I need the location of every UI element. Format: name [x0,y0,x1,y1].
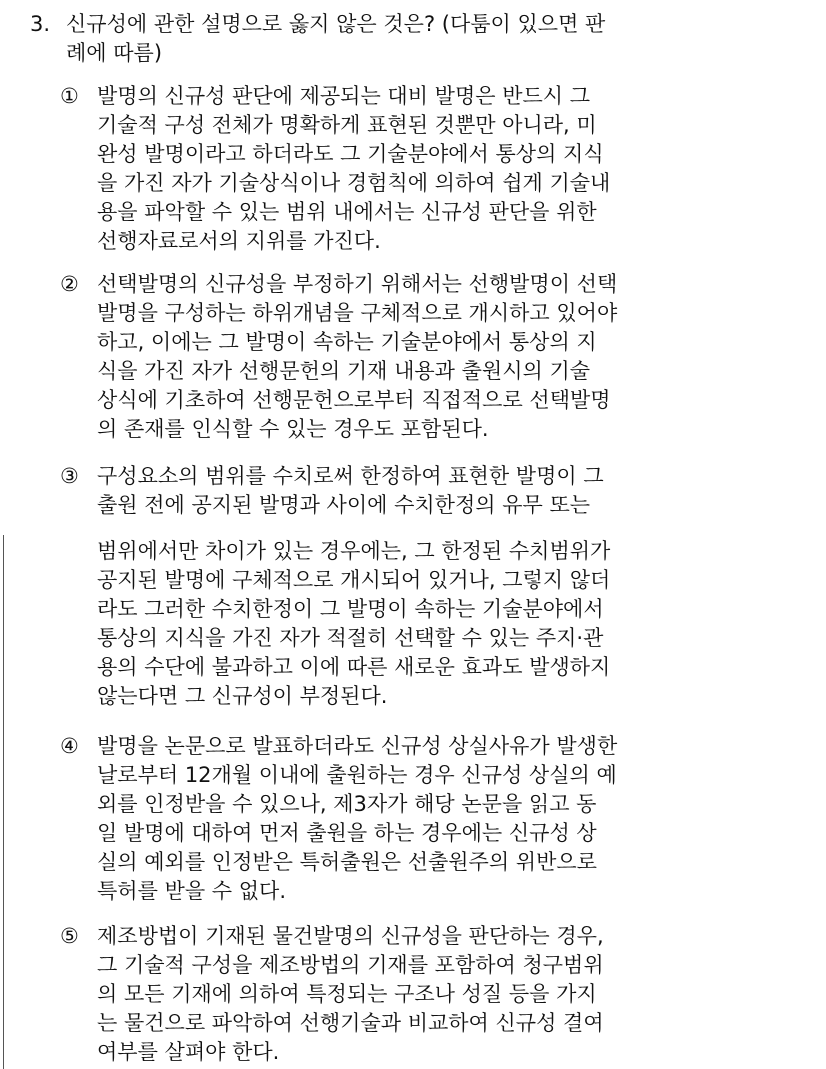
option-3[interactable] [60,462,604,520]
option-line: 않는다면 그 신규성이 부정된다. [97,684,388,708]
question-line: 신규성에 관한 설명으로 옳지 않은 것은? (다툼이 있으면 판 [66,12,606,36]
option-line: 선택발명의 신규성을 부정하기 위해서는 선행발명이 선택 [97,272,618,296]
question-number: 3. [30,12,51,36]
option-2[interactable] [60,270,617,444]
option-line: 일 발명에 대하여 먼저 출원을 하는 경우에는 신규성 상 [97,821,597,845]
question-line: 례에 따름) [66,41,163,65]
option-line: 그 기술적 구성을 제조방법의 기재를 포함하여 청구범위 [97,953,604,977]
option-line: 을 가진 자가 기술상식이나 경험칙에 의하여 쉽게 기술내 [97,171,611,195]
option-4[interactable] [60,732,617,906]
option-line: 특허를 받을 수 없다. [97,879,286,903]
option-3-continuation [60,537,610,711]
option-line: 발명을 논문으로 발표하더라도 신규성 상실사유가 발생한 [97,734,618,758]
option-line: 여부를 살펴야 한다. [97,1040,280,1064]
option-marker: ③ [60,464,79,488]
option-line: 의 모든 기재에 의하여 특정되는 구조나 성질 등을 가지 [97,982,597,1006]
option-line: 선행자료로서의 지위를 가진다. [97,229,381,253]
option-line: 용의 수단에 불과하고 이에 따른 새로운 효과도 발생하지 [97,655,611,679]
option-line: 구성요소의 범위를 수치로써 한정하여 표현한 발명이 그 [97,464,604,488]
option-line: 라도 그러한 수치한정이 그 발명이 속하는 기술분야에서 [97,597,604,621]
option-1[interactable] [60,82,610,256]
option-line: 기술적 구성 전체가 명확하게 표현된 것뿐만 아니라, 미 [97,113,597,137]
option-line: 식을 가진 자가 선행문헌의 기재 내용과 출원시의 기술 [97,359,591,383]
option-line: 출원 전에 공지된 발명과 사이에 수치한정의 유무 또는 [97,493,591,517]
option-line: 발명의 신규성 판단에 제공되는 대비 발명은 반드시 그 [97,84,591,108]
option-line: 공지된 발명에 구체적으로 개시되어 있거나, 그렇지 않더 [97,568,611,592]
option-line: 실의 예외를 인정받은 특허출원은 선출원주의 위반으로 [97,850,597,874]
option-line: 는 물건으로 파악하여 선행기술과 비교하여 신규성 결여 [97,1011,604,1035]
option-line: 상식에 기초하여 선행문헌으로부터 직접적으로 선택발명 [97,388,611,412]
option-line: 제조방법이 기재된 물건발명의 신규성을 판단하는 경우, [97,924,604,948]
option-line: 용을 파악할 수 있는 범위 내에서는 신규성 판단을 위한 [97,200,597,224]
option-line: 통상의 지식을 가진 자가 적절히 선택할 수 있는 주지·관 [97,626,604,650]
option-5[interactable] [60,922,604,1067]
option-marker: ② [60,272,79,296]
option-line: 외를 인정받을 수 있으나, 제3자가 해당 논문을 읽고 동 [97,792,597,816]
option-line: 완성 발명이라고 하더라도 그 기술분야에서 통상의 지식 [97,142,604,166]
option-line: 의 존재를 인식할 수 있는 경우도 포함된다. [97,417,489,441]
option-marker: ⑤ [60,924,79,948]
option-line: 발명을 구성하는 하위개념을 구체적으로 개시하고 있어야 [97,301,618,325]
question-stem [30,10,605,68]
column-divider [3,535,4,1069]
option-line: 날로부터 12개월 이내에 출원하는 경우 신규성 상실의 예 [97,763,617,787]
option-marker: ① [60,84,79,108]
option-marker: ④ [60,734,79,758]
option-line: 범위에서만 차이가 있는 경우에는, 그 한정된 수치범위가 [97,539,611,563]
option-line: 하고, 이에는 그 발명이 속하는 기술분야에서 통상의 지 [97,330,597,354]
